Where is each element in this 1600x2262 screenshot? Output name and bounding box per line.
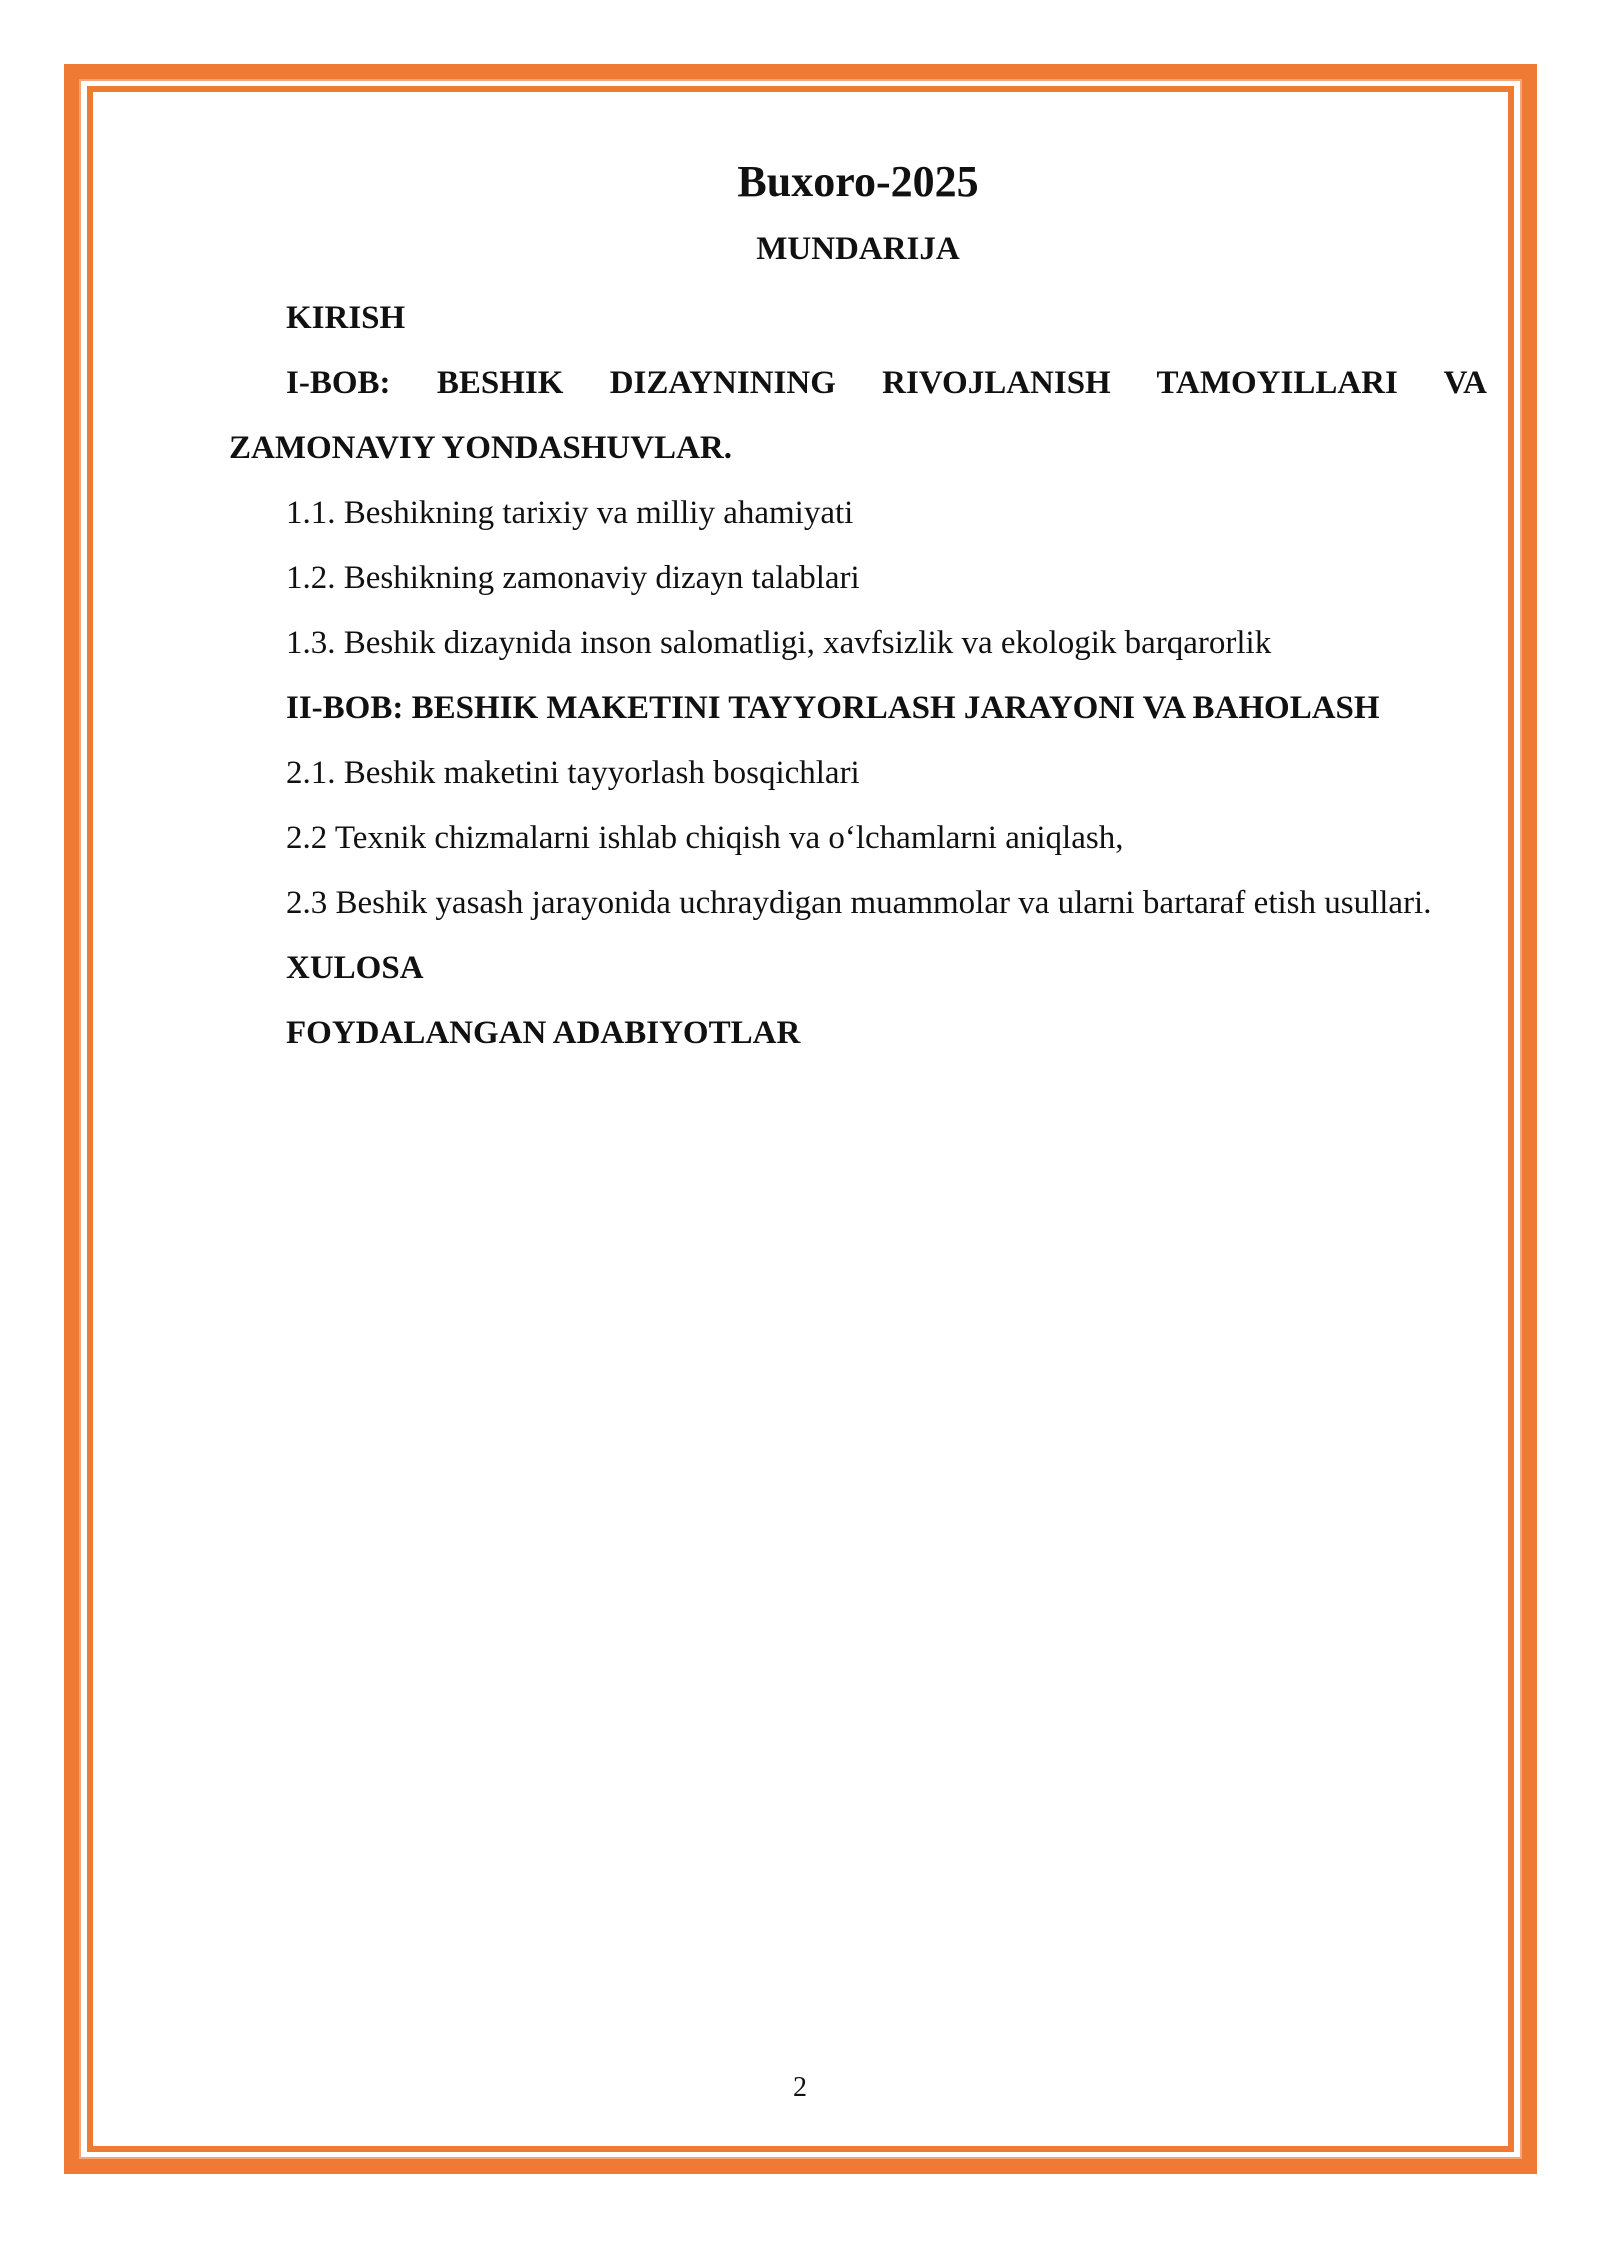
toc-entry-section-1-1: 1.1. Beshikning tarixiy va milliy ahamiyati — [286, 495, 854, 531]
toc-entry-chapter-2: II-BOB: BESHIK MAKETINI TAYYORLASH JARAYONI VA BAHOLASH — [286, 690, 1380, 726]
page-title: Buxoro-2025 — [737, 157, 979, 206]
toc-entry-kirish: KIRISH — [286, 300, 406, 336]
page-content — [229, 150, 1487, 1066]
toc-entry-section-2-1: 2.1. Beshik maketini tayyorlash bosqichlari — [286, 755, 860, 791]
toc-entry-references: FOYDALANGAN ADABIYOTLAR — [286, 1015, 801, 1051]
toc-entry-section-1-2: 1.2. Beshikning zamonaviy dizayn talablari — [286, 560, 860, 596]
toc-entry-chapter-1: I-BOB: BESHIK DIZAYNINING RIVOJLANISH TAMOYILLARI VA ZAMONAVIY YONDASHUVLAR. — [229, 365, 1487, 466]
toc-list — [229, 286, 1487, 1066]
toc-entry-section-2-2: 2.2 Texnik chizmalarni ishlab chiqish va o‘lchamlarni aniqlash, — [286, 820, 1124, 856]
toc-entry-xulosa: XULOSA — [286, 950, 424, 986]
toc-entry-section-1-3: 1.3. Beshik dizaynida inson salomatligi, xavfsizlik va ekologik barqarorlik — [286, 625, 1272, 661]
page-number: 2 — [793, 2072, 807, 2103]
toc-entry-section-2-3: 2.3 Beshik yasash jarayonida uchraydigan muammolar va ularni bartaraf etish usullari. — [286, 885, 1432, 921]
toc-heading: MUNDARIJA — [756, 231, 960, 267]
